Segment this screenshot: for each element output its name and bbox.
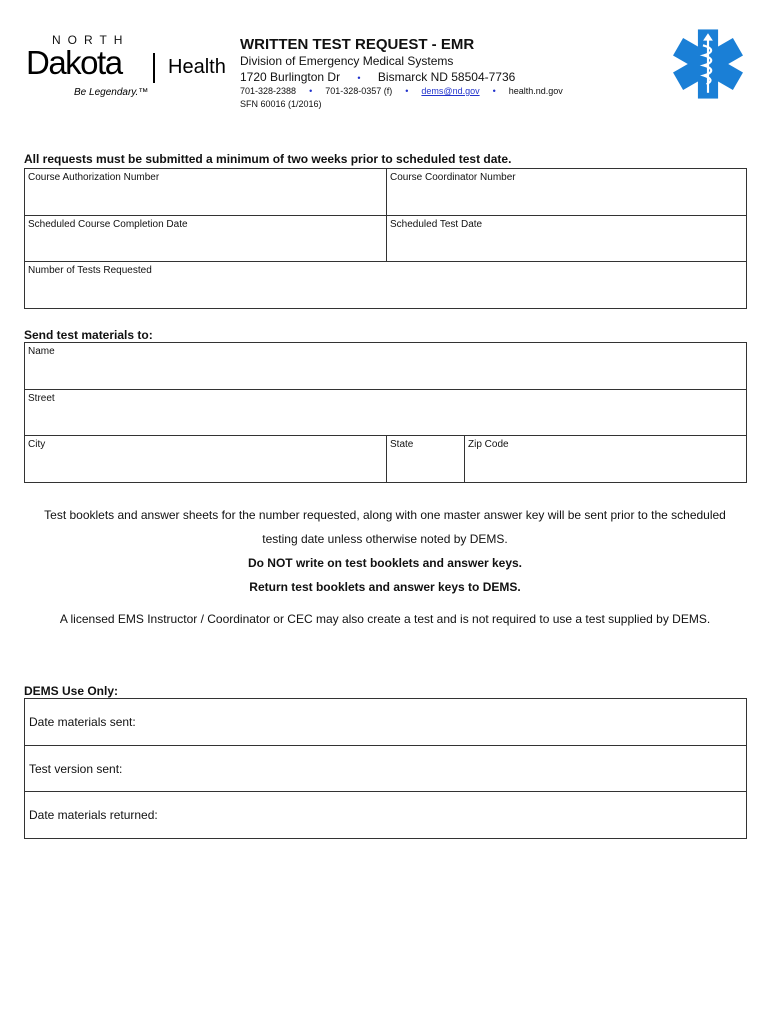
separator-dot: • (492, 86, 496, 96)
course-coordinator-number-field[interactable] (387, 169, 747, 216)
street-field[interactable] (25, 390, 747, 436)
notice-line-4: Return test booklets and answer keys to DEMS. (249, 580, 521, 594)
address-line (240, 70, 515, 84)
logo-tagline: Be Legendary.™ (74, 87, 149, 98)
course-authorization-number-field[interactable] (25, 169, 387, 216)
dems-use-table (24, 698, 747, 839)
number-of-tests-requested-field[interactable] (25, 262, 747, 309)
name-label: Name (28, 346, 55, 357)
logo-dakota-text: Dakota (26, 44, 122, 81)
fax-number: 701-328-0357 (f) (325, 86, 393, 96)
logo-divider (153, 53, 155, 83)
scheduled-test-date-field[interactable] (387, 216, 747, 262)
logo-north-text: NORTH (52, 33, 130, 47)
separator-dot: • (309, 86, 313, 96)
scheduled-course-completion-date-field[interactable] (25, 216, 387, 262)
division-name: Division of Emergency Medical Systems (240, 54, 454, 68)
address-city: Bismarck ND 58504-7736 (377, 70, 516, 84)
address-street: 1720 Burlington Dr (240, 70, 341, 84)
name-field[interactable] (25, 343, 747, 390)
logo-health-text: Health (168, 56, 226, 78)
number-of-tests-requested-label: Number of Tests Requested (28, 265, 152, 276)
dems-use-section-title: DEMS Use Only: (24, 684, 119, 698)
date-materials-returned-field[interactable] (25, 792, 747, 839)
notice-line-3: Do NOT write on test booklets and answer keys. (247, 556, 523, 570)
request-table (24, 168, 747, 309)
send-to-table (24, 342, 747, 483)
separator-dot: • (405, 86, 409, 96)
notice-line-1: Test booklets and answer sheets for the number requested, along with one master answer key will be sent prior to the scheduled (44, 508, 726, 522)
scheduled-course-completion-date-label: Scheduled Course Completion Date (28, 219, 188, 230)
street-label: Street (28, 393, 55, 404)
test-version-sent-label: Test version sent: (29, 762, 123, 776)
notice-line-5: A licensed EMS Instructor / Coordinator or CEC may also create a test and is not required to use a test supplied by DEMS. (59, 612, 711, 626)
website-text: health.nd.gov (508, 86, 563, 96)
star-of-life-icon (672, 28, 744, 100)
phone-number: 701-328-2388 (240, 86, 297, 96)
form-title: WRITTEN TEST REQUEST - EMR (240, 36, 475, 53)
zip-code-field[interactable] (465, 436, 747, 483)
notice-line-2: testing date unless otherwise noted by DEMS. (262, 532, 508, 546)
course-authorization-number-label: Course Authorization Number (28, 172, 160, 183)
state-field[interactable] (387, 436, 465, 483)
separator-dot: • (357, 73, 361, 83)
city-field[interactable] (25, 436, 387, 483)
zip-code-label: Zip Code (468, 439, 509, 450)
form-number: SFN 60016 (1/2016) (240, 99, 322, 109)
date-materials-sent-field[interactable] (25, 699, 747, 746)
date-materials-returned-label: Date materials returned: (29, 808, 158, 822)
requests-section-title: All requests must be submitted a minimum of two weeks prior to scheduled test date. (24, 152, 512, 166)
course-coordinator-number-label: Course Coordinator Number (390, 172, 516, 183)
contact-line (240, 86, 563, 96)
date-materials-sent-label: Date materials sent: (29, 715, 136, 729)
scheduled-test-date-label: Scheduled Test Date (390, 219, 483, 230)
test-version-sent-field[interactable] (25, 746, 747, 792)
email-link[interactable]: dems@nd.gov (421, 86, 480, 96)
city-label: City (28, 439, 46, 450)
send-to-section-title: Send test materials to: (24, 328, 153, 342)
state-label: State (390, 439, 414, 450)
